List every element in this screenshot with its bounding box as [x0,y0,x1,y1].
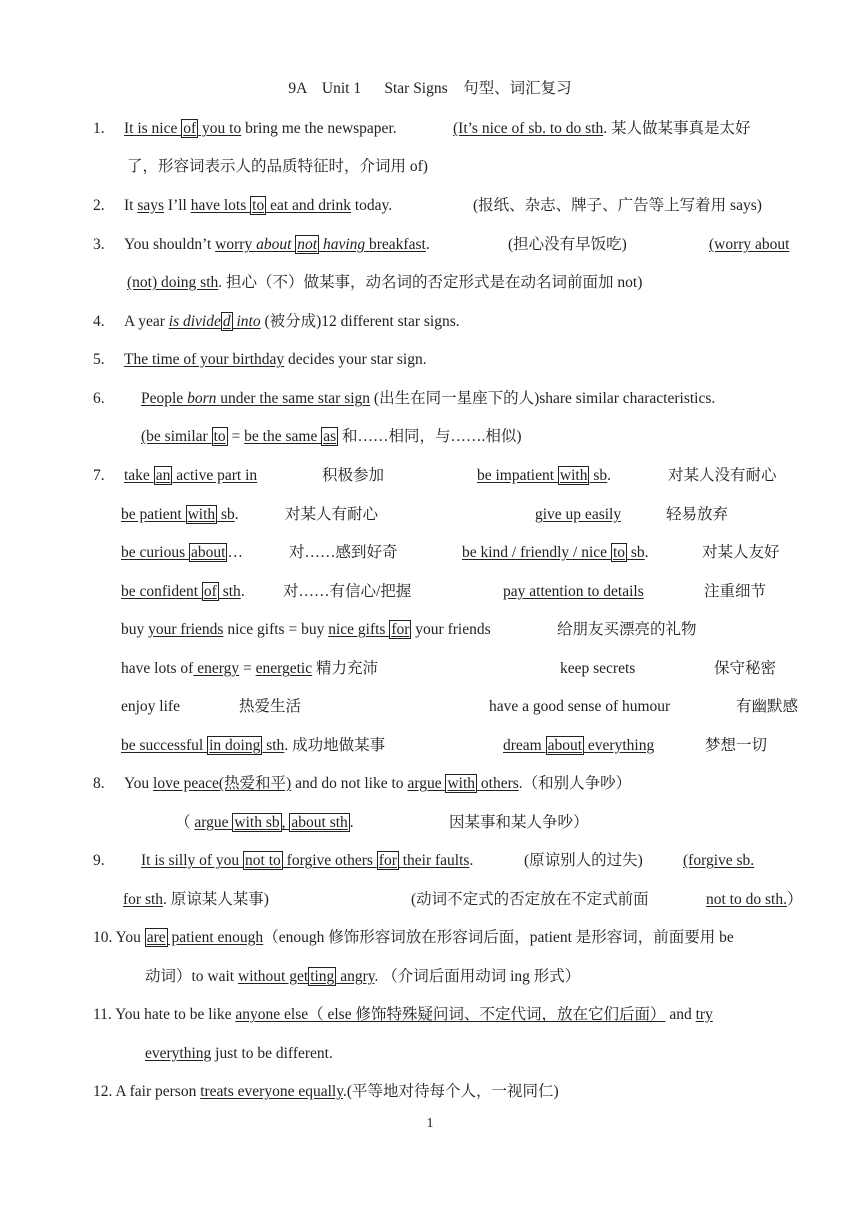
item-number: 12. [93,1083,113,1100]
boxed-word: of [203,583,217,600]
text: = [227,428,245,445]
note: 动词）to wait [145,968,238,985]
text: （ [175,814,195,831]
text: , [281,814,290,831]
meaning: 对……有信心/把握 [283,583,412,600]
item-number: 9. [93,852,105,869]
boxed-word: not [297,236,318,253]
item-4 [93,311,460,333]
meaning: 对某人友好 [702,544,780,561]
item-6-line-1 [93,388,716,410]
item-8-line-1 [93,773,632,795]
text: ） [786,891,803,908]
meaning: 保守秘密 [714,660,777,677]
phrase: take [124,467,154,484]
boxed-word: for [391,621,410,638]
phrase: about [256,236,296,253]
phrase: be curious [121,544,190,561]
text: = [239,660,256,677]
phrase: try [695,1006,713,1023]
item-7-row-4 [121,581,767,603]
text: You [112,929,145,946]
note: (报纸、杂志、牌子、广告等上写着用 says) [473,197,762,214]
phrase: be kind / friendly / nice [462,544,611,561]
item-2 [93,195,762,217]
item-number: 5. [93,351,105,368]
phrase: sb [589,467,608,484]
phrase: under the same star sign [216,390,371,407]
phrase: People [141,390,188,407]
note: . 某人做某事真是太好 [603,120,751,137]
phrase: others [477,775,519,792]
text: … [227,544,243,561]
note-phrase: (not) doing sth [127,274,219,291]
note: (担心没有早饭吃) [508,236,627,253]
item-number: 6. [93,390,105,407]
phrase: sth [262,737,285,754]
phrase: having [319,236,366,253]
phrase: be the same [244,428,322,445]
item-10-line-2 [145,966,580,988]
phrase: born [187,390,217,407]
item-7-row-8 [121,735,768,757]
item-number: 8. [93,775,105,792]
phrase: anyone else（ else 修饰特殊疑问词、不定代词，放在它们后面） [235,1006,666,1023]
text: and [665,1006,696,1023]
note-phrase: (worry about [709,236,790,253]
phrase: keep secrets [560,660,636,677]
item-8-line-2 [175,812,589,834]
boxed-word: as [323,428,337,445]
note: . （介词后面用动词 ing 形式） [374,968,581,985]
page-title: 9A Unit 1 Star Signs 句型、词汇复习 [288,80,572,97]
phrase: argue [194,814,233,831]
text: bring me the newspaper. [241,120,397,137]
boxed-word: to [213,428,226,445]
item-number: 11. [93,1006,112,1023]
boxed-word: with [187,506,216,523]
boxed-word: not to [245,852,281,869]
phrase: It is nice [124,120,182,137]
phrase: be confident [121,583,202,600]
note: （enough 修饰形容词放在形容词后面，patient 是形容词，前面要用 be [263,929,734,946]
text: You [124,775,154,792]
phrase: The time of your birthday [124,351,285,368]
phrase: patient enough [167,929,264,946]
phrase: eat and drink [266,197,351,214]
text: . [469,852,474,869]
meaning: 精力充沛 [312,660,379,677]
meaning: 给朋友买漂亮的礼物 [557,621,697,638]
text: . [425,236,430,253]
item-7-row-5 [121,619,697,641]
phrase: (be similar [141,428,212,445]
text: A year [124,313,169,330]
text: . [644,544,649,561]
phrase: energy [193,660,240,677]
text: You hate to be like [111,1006,236,1023]
note: (原谅别人的过失) [524,852,643,869]
text: . [234,506,239,523]
item-11-line-2 [145,1043,333,1065]
text: It [124,197,138,214]
meaning: . 成功地做某事 [284,737,386,754]
note: .（和别人争吵） [518,775,632,792]
item-9-line-1 [93,850,755,872]
phrase: you to [198,120,242,137]
text: nice gifts = buy [223,621,329,638]
phrase: be patient [121,506,186,523]
item-7-row-3 [121,542,780,564]
item-7-row-2 [121,504,729,526]
boxed-word: with [447,775,476,792]
item-11-line-1 [93,1004,713,1026]
boxed-phrase: about sth [291,814,348,831]
phrase: is divide [168,313,221,330]
item-number: 10. [93,929,113,946]
item-number: 4. [93,313,105,330]
meaning: 对某人没有耐心 [668,467,777,484]
item-number: 3. [93,236,105,253]
phrase: dream [503,737,546,754]
note: (动词不定式的否定放在不定式前面 [411,891,649,908]
item-7-row-6 [121,658,777,680]
meaning: 积极参加 [322,467,385,484]
note-phrase: not to do sth. [706,891,787,908]
boxed-letter: d [222,313,231,330]
item-number: 2. [93,197,105,214]
text: (出生在同一星座下的人)share similar characteristics. [370,390,716,407]
meaning: 注重细节 [704,583,767,600]
text: have lots of [121,660,194,677]
item-number: 1. [93,120,105,137]
phrase: treats everyone equally [200,1083,343,1100]
text: just to be different. [211,1045,333,1062]
note: . 担心（不）做某事，动名词的否定形式是在动名词前面加 not) [218,274,643,291]
phrase: be impatient [477,467,558,484]
text: and do not like to [291,775,408,792]
boxed-word: an [155,467,171,484]
text: today. [351,197,393,214]
note: .(平等地对待每个人，一视同仁) [342,1083,559,1100]
meaning: 对某人有耐心 [285,506,379,523]
phrase: give up easily [535,506,622,523]
phrase: nice gifts [328,621,390,638]
meaning: 轻易放弃 [666,506,729,523]
boxed-word: for [378,852,397,869]
boxed-word: with [559,467,588,484]
phrase: angry [336,968,375,985]
item-1-line-2: 了，形容词表示人的品质特征时，介词用 of) [127,158,428,175]
phrase: sb [217,506,235,523]
phrase: pay attention to details [503,583,644,600]
boxed-word: to [612,544,625,561]
text: . [240,583,245,600]
boxed-word: about [547,737,583,754]
text: A fair person [112,1083,201,1100]
meaning: 梦想一切 [705,737,768,754]
text: your friends [411,621,491,638]
item-7-row-1 [93,465,777,487]
phrase: without get [238,968,309,985]
boxed-word: to [252,197,265,214]
note: 和……相同，与…….相似) [338,428,522,445]
item-7-row-7 [121,696,799,718]
note: . 原谅某人某事) [163,891,269,908]
boxed-word: are [146,929,166,946]
note-phrase: (forgive sb. [683,852,755,869]
item-10-line-1 [93,927,734,949]
item-1-line-1 [93,118,751,140]
meaning: 有幽默感 [736,698,799,715]
text: (被分成)12 different star signs. [260,313,460,330]
phrase: into [232,313,261,330]
phrase: worry [215,236,257,253]
text: . [349,814,354,831]
boxed-word: in doing [209,737,261,754]
phrase: breakfast [365,236,426,253]
boxed-phrase: with sb [234,814,280,831]
text: decides your star sign. [284,351,427,368]
phrase: everything [145,1045,212,1062]
phrase: enjoy life [121,698,180,715]
phrase: active part in [172,467,258,484]
text: . [607,467,612,484]
phrase: love peace(热爱和平) [153,775,292,792]
phrase: forgive others [282,852,377,869]
phrase: energetic [255,660,313,677]
text: You shouldn’t [124,236,216,253]
text: buy [121,621,149,638]
item-6-line-2 [141,426,522,448]
boxed-word: about [191,544,226,561]
item-5 [93,349,427,371]
phrase: have a good sense of humour [489,698,671,715]
phrase: It is silly of you [141,852,244,869]
item-3-line-1 [93,234,790,256]
phrase: says [137,197,165,214]
page-number: 1 [426,1116,434,1131]
phrase: everything [584,737,655,754]
phrase: sth [218,583,241,600]
phrase: have lots [190,197,251,214]
item-9-line-2 [123,889,803,911]
item-3-line-2 [127,272,642,294]
meaning: 热爱生活 [239,698,302,715]
item-number: 7. [93,467,105,484]
boxed-word: ting [310,968,335,985]
text: I’ll [164,197,191,214]
note-phrase: for sth [123,891,164,908]
phrase: sb [627,544,645,561]
meaning: 对……感到好奇 [289,544,398,561]
meaning: 因某事和某人争吵） [449,814,589,831]
phrase: argue [407,775,446,792]
boxed-word: of [183,120,197,137]
phrase: your friends [148,621,224,638]
phrase: be successful [121,737,208,754]
note-phrase: (It’s nice of sb. to do sth [453,120,604,137]
item-12 [93,1081,559,1103]
phrase: their faults [398,852,470,869]
